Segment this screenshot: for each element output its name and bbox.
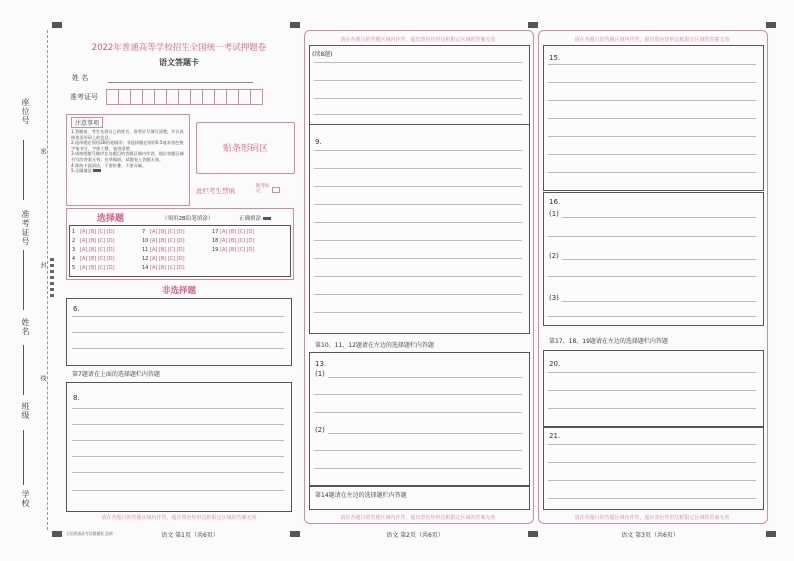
answer-line xyxy=(328,433,522,434)
answer-line xyxy=(72,316,284,317)
question-7-note: 第7题请在上面的选择题栏内答题 xyxy=(72,371,160,378)
question-13-part-1: (1) xyxy=(315,370,325,378)
answer-line xyxy=(548,316,756,317)
answer-line xyxy=(562,301,756,302)
answer-line xyxy=(72,332,284,333)
name-label: 姓 名 xyxy=(72,74,89,82)
choice-question-4[interactable] xyxy=(72,256,115,262)
choice-question-19[interactable] xyxy=(212,247,255,253)
note-17-19: 第17、18、19题请在左边的选择题栏内答题 xyxy=(549,338,668,345)
question-20-number: 20. xyxy=(549,360,561,368)
side-blank-line xyxy=(23,430,24,485)
answer-line xyxy=(314,222,522,223)
answer-line xyxy=(314,312,522,313)
registration-mark xyxy=(528,531,538,537)
side-seal-char: 密 xyxy=(39,148,46,155)
answer-line xyxy=(72,472,284,473)
question-16-part-3: (3) xyxy=(549,294,559,302)
answer-line xyxy=(548,236,756,237)
choice-options[interactable]: [A] [B] [C] [D] xyxy=(150,229,185,235)
answer-line xyxy=(548,390,756,391)
choice-title: 选择题 xyxy=(97,214,125,224)
answer-line xyxy=(548,64,756,65)
choice-question-number: 2 xyxy=(72,238,76,244)
answer-line xyxy=(314,450,522,451)
choice-question-number: 3 xyxy=(72,247,76,253)
choice-question-number: 5 xyxy=(72,265,76,271)
marker-label: 此栏考生禁填 xyxy=(196,187,235,195)
choice-options[interactable]: [A] [B] [C] [D] xyxy=(220,247,255,253)
question-16-part-2: (2) xyxy=(549,252,559,260)
answer-line xyxy=(548,462,756,463)
registration-mark xyxy=(290,22,300,28)
answer-line xyxy=(314,204,522,205)
choice-question-number: 14 xyxy=(142,265,149,271)
side-blank-line xyxy=(23,140,24,200)
ticket-number-grid[interactable] xyxy=(106,89,262,109)
barcode-label: 贴条形码区 xyxy=(222,144,268,154)
question-13-part-2: (2) xyxy=(315,426,325,434)
answer-line xyxy=(72,408,284,409)
notice-text xyxy=(71,129,185,174)
answer-line xyxy=(314,150,522,151)
answer-line xyxy=(548,136,756,137)
timing-marks xyxy=(50,258,54,300)
answer-box-q9[interactable] xyxy=(309,124,530,334)
answer-line xyxy=(548,408,756,409)
choice-options[interactable]: [A] [B] [C] [D] xyxy=(80,256,115,262)
answer-line xyxy=(562,217,756,218)
side-seal-char: 封 xyxy=(39,262,46,269)
registration-mark xyxy=(528,22,538,28)
choice-question-2[interactable] xyxy=(72,238,115,244)
answer-line xyxy=(72,348,284,349)
note-14: 第14题请在左边的选择题栏内答题 xyxy=(315,492,407,499)
answer-line xyxy=(314,186,522,187)
question-6-number: 6. xyxy=(73,305,80,313)
choice-question-18[interactable] xyxy=(212,238,255,244)
choice-options[interactable]: [A] [B] [C] [D] xyxy=(80,229,115,235)
answer-line xyxy=(548,498,756,499)
answer-line xyxy=(314,394,522,395)
barcode-area xyxy=(196,122,295,174)
side-name-label: 姓名 xyxy=(21,318,30,336)
notice-item: 2.选择题必须用2B铅笔填涂；非选择题必须用0.5毫米黑色签字笔书写，字体工整、笔迹清楚。 xyxy=(71,140,184,151)
notice-item: 1.答题前，考生先将自己的姓名、准考证号填写清楚，并认真核准条形码上的信息。 xyxy=(71,129,184,140)
choice-question-12[interactable] xyxy=(142,256,185,262)
question-15-number: 15. xyxy=(549,54,561,62)
sheet-title: 语文答题卡 xyxy=(159,58,199,67)
answer-line xyxy=(314,258,522,259)
question-16-part-1: (1) xyxy=(549,210,559,218)
side-seat-label: 座位号 xyxy=(21,98,30,125)
answer-line xyxy=(548,118,756,119)
choice-method: （须用2B铅笔填涂） xyxy=(162,216,214,222)
ticket-label: 准考证号 xyxy=(70,93,98,101)
notice-item: 5.正确填涂 xyxy=(71,168,185,174)
choice-question-number: 10 xyxy=(142,238,149,244)
absent-marker-label: 缺考标记 xyxy=(256,184,270,194)
choice-options[interactable]: [A] [B] [C] [D] xyxy=(150,256,185,262)
side-seal-char: 线 xyxy=(39,375,46,382)
choice-question-number: 19 xyxy=(212,247,219,253)
correct-fill-label: 正确填涂 xyxy=(239,214,271,222)
answer-line xyxy=(314,294,522,295)
answer-box-q8[interactable] xyxy=(66,382,292,512)
answer-box-q13[interactable] xyxy=(309,352,530,486)
choice-options[interactable]: [A] [B] [C] [D] xyxy=(150,238,185,244)
choice-question-number: 1 xyxy=(72,229,76,235)
choice-question-number: 4 xyxy=(72,256,76,262)
note-10-12: 第10、11、12题请在左边的选择题栏内答题 xyxy=(315,342,434,349)
choice-options[interactable]: [A] [B] [C] [D] xyxy=(80,265,115,271)
question-13-number: 13. xyxy=(315,360,327,368)
page3-footer: 语文 第3页（共6页） xyxy=(621,532,679,539)
side-ticket-label: 准考证号 xyxy=(21,210,30,246)
answer-line xyxy=(314,114,522,115)
choice-question-number: 7 xyxy=(142,229,146,235)
answer-line xyxy=(548,172,756,173)
choice-question-5[interactable] xyxy=(72,265,115,271)
answer-line xyxy=(314,240,522,241)
choice-question-number: 11 xyxy=(142,247,149,253)
answer-line xyxy=(328,377,522,378)
answer-box-q20[interactable] xyxy=(543,350,764,428)
notice-item: 4.保持卡面清洁，不要折叠、不要弄破。 xyxy=(71,162,147,168)
notice-item: 3.请按照题号顺序在各题目的答题区域内作答，超出答题区域书写的答案无效；在草稿纸、试题卷上答题无效。 xyxy=(71,151,184,162)
answer-line xyxy=(72,424,284,425)
answer-line xyxy=(548,154,756,155)
choice-options[interactable]: [A] [B] [C] [D] xyxy=(80,247,115,253)
notice-title: 注意事项 xyxy=(71,117,103,128)
answer-box-q14-note xyxy=(309,486,530,510)
registration-mark xyxy=(766,22,776,28)
choice-question-number: 18 xyxy=(212,238,219,244)
answer-line xyxy=(548,444,756,445)
page2-footer: 语文 第2页（共6页） xyxy=(386,532,444,539)
answer-line xyxy=(314,98,522,99)
answer-line xyxy=(314,80,522,81)
answer-line xyxy=(548,276,756,277)
registration-mark xyxy=(290,531,300,537)
side-school-label: 学校 xyxy=(21,490,30,508)
template-label: 全国普通高考试题模板 监制 xyxy=(66,531,113,536)
answer-box-q8-cont[interactable] xyxy=(309,45,530,125)
answer-line xyxy=(314,62,522,63)
answer-line xyxy=(548,100,756,101)
answer-line xyxy=(314,412,522,413)
answer-line xyxy=(314,276,522,277)
choice-options[interactable]: [A] [B] [C] [D] xyxy=(150,265,185,271)
choice-question-1[interactable] xyxy=(72,229,115,235)
question-21-number: 21. xyxy=(549,432,561,440)
question-9-number: 9. xyxy=(315,138,322,146)
question-8-number: 8. xyxy=(73,394,80,402)
answer-line xyxy=(72,490,284,491)
answer-line xyxy=(72,456,284,457)
choice-question-number: 17 xyxy=(212,229,219,235)
choice-question-17[interactable] xyxy=(212,229,255,235)
question-16-number: 16. xyxy=(549,198,561,206)
side-blank-line xyxy=(23,345,24,395)
answer-line xyxy=(72,440,284,441)
name-field[interactable] xyxy=(108,82,253,83)
choice-question-10[interactable] xyxy=(142,238,185,244)
registration-mark xyxy=(766,531,776,537)
registration-mark xyxy=(52,531,62,537)
absent-marker-box[interactable] xyxy=(272,187,280,193)
choice-options[interactable]: [A] [B] [C] [D] xyxy=(220,238,255,244)
side-class-label: 班级 xyxy=(21,402,30,420)
answer-line xyxy=(562,259,756,260)
choice-question-number: 12 xyxy=(142,256,149,262)
answer-line xyxy=(314,168,522,169)
page1-footer: 语文 第1页（共6页） xyxy=(161,532,219,539)
choice-question-11[interactable] xyxy=(142,247,185,253)
choice-options[interactable]: [A] [B] [C] [D] xyxy=(80,238,115,244)
continued-q8-label: (续8题) xyxy=(312,51,333,58)
answer-line xyxy=(548,480,756,481)
exam-title: 2022年普通高等学校招生全国统一考试押题卷 xyxy=(91,43,267,53)
binding-line xyxy=(47,30,48,530)
choice-options[interactable]: [A] [B] [C] [D] xyxy=(150,247,185,253)
answer-line xyxy=(314,468,522,469)
registration-mark xyxy=(52,22,62,28)
nonchoice-title: 非选择题 xyxy=(161,286,196,296)
choice-options[interactable]: [A] [B] [C] [D] xyxy=(220,229,255,235)
choice-question-3[interactable] xyxy=(72,247,115,253)
choice-question-14[interactable] xyxy=(142,265,185,271)
answer-line xyxy=(548,82,756,83)
choice-question-7[interactable] xyxy=(142,229,185,235)
notice-box xyxy=(66,114,190,206)
answer-line xyxy=(548,372,756,373)
side-blank-line xyxy=(23,250,24,310)
